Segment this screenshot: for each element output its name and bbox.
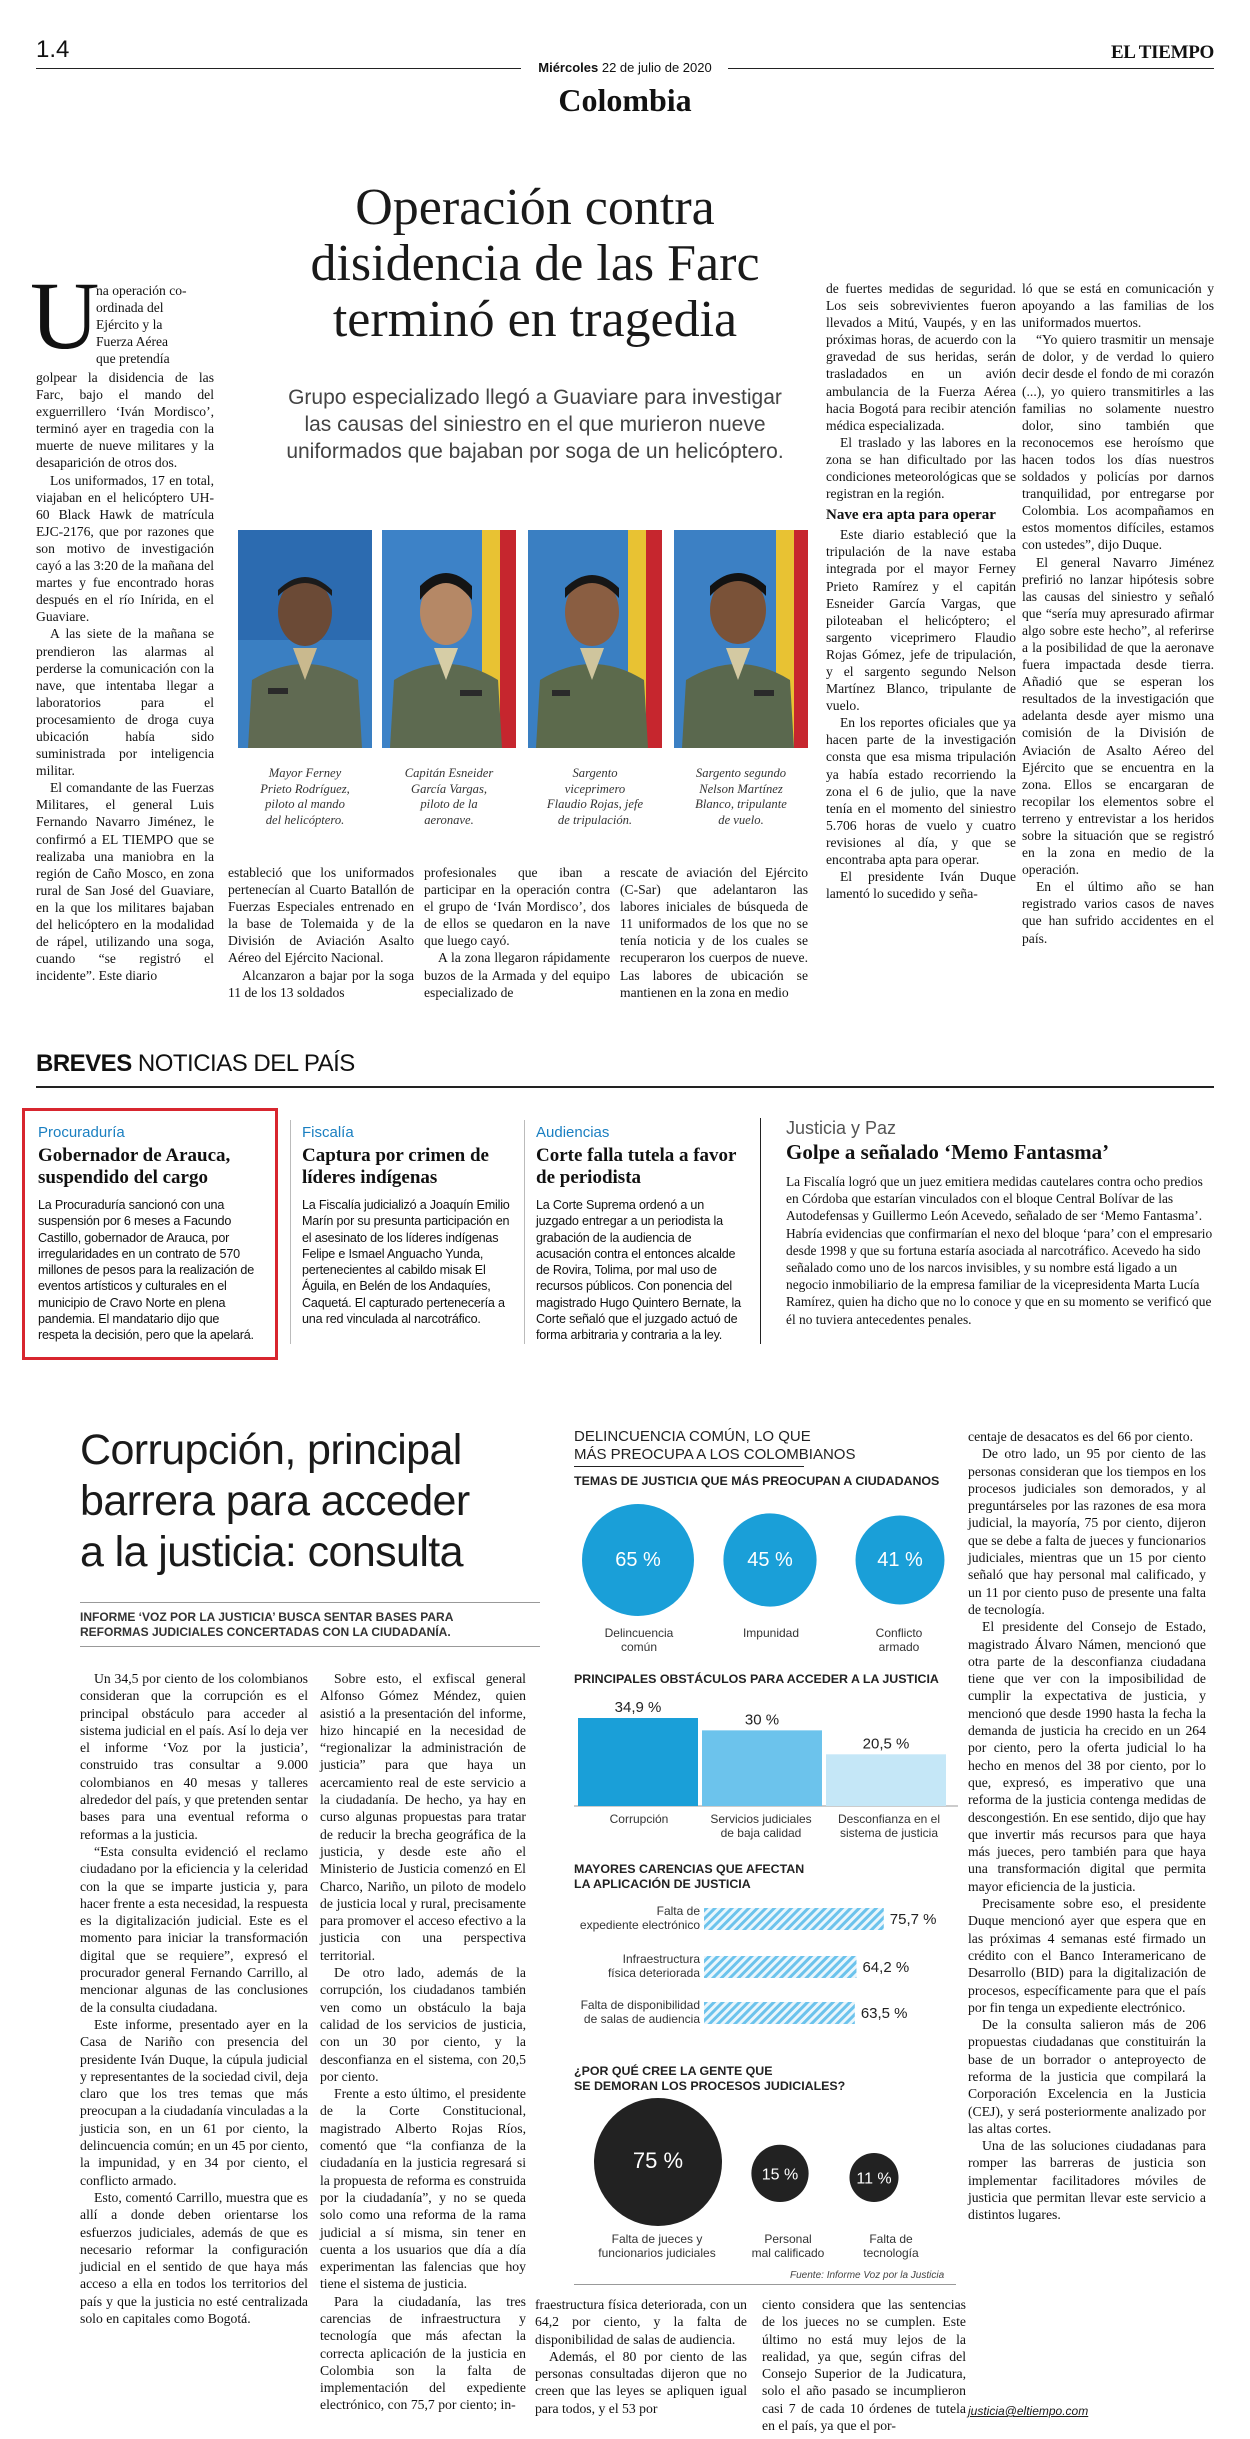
lead-headline: Operación contra disidencia de las Farc terminó en tragedia — [310, 179, 760, 348]
section-title: Colombia — [558, 82, 692, 118]
second-headline: Corrupción, principal barrera para acceder a la justicia: consulta — [80, 1426, 470, 1576]
hbar-1 — [704, 1956, 856, 1978]
infographic-title-rule — [574, 1466, 804, 1467]
lead-dropcap-lines: na operación co- ordinada del Ejército y la Fuerza Aérea que pretendía — [96, 283, 187, 367]
brief-divider — [290, 1120, 291, 1344]
caption-prieto: Mayor Ferney Prieto Rodríguez, piloto al mando del helicóptero. — [260, 766, 350, 827]
chart4-source: Fuente: Informe Voz por la Justicia — [790, 2270, 945, 2281]
chart-obstacles — [574, 1690, 958, 1810]
date-weekday: Miércoles — [538, 60, 599, 75]
brief-category: Procuraduría — [38, 1124, 125, 1141]
chart1-label-0: Delincuencia común — [604, 1626, 674, 1654]
photo-pilot-prieto — [238, 530, 372, 748]
lead-column-6: ló que se está en comunicación y apoyando a las familias de los uniformados muertos. “Yo quiero trasmitir un mensaje de dolor, y de verdad lo quiero decir desde el fondo de mi corazón (...), yo quiero transmitirles a las familias no solamente nuestro dolor, sino también que reconocemos ese heroísmo que hacen todos los días nuestros soldados y policías por darnos tranquilidad, por entregarse por Colombia. Los acompañamos en estos momentos difíciles, estamos con ustedes”, dijo Duque. El general Navarro Jiménez prefirió no lanzar hipótesis sobre las causas del siniestro y señaló que “sería muy apresurado afirmar algo sobre este hecho”, al referirse a la posibilidad de que la aeronave fuera impactada desde tierra. Añadió que se esperan los resultados de la investigación que adelanta desde ayer mismo una comisión de la División de Aviación de Asalto Aéreo del Ejército que se encuentra en la zona. Ellos se encargaran de recopilar los elementos sobre el terreno y entrevistar a los heridos sobre la situación que se registró en la zona en medio de la operación. En el último año se han registrado varios casos de naves que han sufrido accidentes en el país. — [1022, 281, 1214, 946]
brief-procuraduria — [38, 1124, 262, 1344]
caption-garcia: Capitán Esneider García Vargas, piloto de la aeronave. — [404, 766, 494, 827]
chart3-label-1: Infraestructura física deteriorada — [607, 1952, 700, 1980]
chart-delays — [574, 2090, 954, 2240]
infographic-bottom-rule — [574, 2284, 956, 2285]
bar-1 — [702, 1730, 822, 1806]
photo-pilot-garcia — [382, 530, 516, 748]
second-column-2: Sobre esto, el exfiscal general Alfonso Gómez Méndez, quien asistió a la presentación del informe, hizo hincapié en la necesidad de “regionalizar la administración de justicia” para que haya un acercamiento real de este servicio a la ciudadanía. De hecho, ya hay en curso algunas propuestas para tratar de reducir la brecha geográfica de la justicia, y desde este año el Ministerio de Justicia comenzó en El Charco, Nariño, un piloto de modelo de justicia local y rural, precisamente para promover el acceso efectivo a la justicia con una perspectiva territorial. De otro lado, además de la corrupción, los ciudadanos también ven como un obstáculo la baja calidad de los servicios de justicia, con un 30 por ciento, y la desconfianza en el sistema, con 20,5 por ciento. Frente a esto último, el presidente de la Corte Constitucional, magistrado Alberto Rojas Ríos, comentó que “la confianza de la ciudadanía en la justicia regresará si la propuesta de reforma es construida por la ciudadanía”, y no se queda solo como una reforma de la rama judicial a sí misma, sin tener en cuenta a los usuarios que día a día experimentan las falencias que hoy tiene el sistema de justicia. Para la ciudadanía, las tres carencias de infraestructura y tecnología que más afectan la correcta aplicación de la justicia en Colombia son la falta de implementación del expediente electrónico, con 75,7 por ciento; in- — [320, 1671, 526, 2413]
breves-rule — [36, 1086, 1214, 1088]
bar-label-1: 30 % — [744, 1711, 780, 1729]
bubble-label-0: 65 % — [615, 1549, 661, 1571]
bar-2 — [826, 1754, 946, 1806]
bar-label-0: 34,9 % — [614, 1699, 662, 1716]
bubble-label-2: 41 % — [877, 1549, 923, 1571]
chart2-label-1: Servicios judiciales de baja calidad — [710, 1812, 812, 1840]
lead-subhead: Nave era apta para operar — [826, 507, 996, 524]
hbar-2 — [704, 2002, 855, 2024]
masthead: EL TIEMPO — [1110, 42, 1214, 63]
chart1-label-2: Conflicto armado — [875, 1626, 923, 1654]
bar-label-2: 20,5 % — [862, 1735, 910, 1753]
lead-column-5: de fuertes medidas de seguridad. Los seis sobrevivientes fueron llevados a Mitú, Vaupés, y en las próximas horas, de acuerdo con la gravedad de sus heridas, serán trasladados en un avión ambulancia de la Fuerza Aérea hacia Bogotá para recibir atención médica especializada. El traslado y las labores en la zona se han dificultado por las condiciones meteorológicas que se registran en la región. Nave era apta para operar Este diario estableció que la tripulación de la nave estaba integrada por el mayor Ferney Prieto Ramírez y el capitán Esneider García Vargas, que piloteaban el helicóptero; el sargento viceprimero Flaudio Rojas Gómez, jefe de tripulación, y el sargento segundo Nelson Martínez Blanco, tripulante de vuelo. En los reportes oficiales que ya hacen parte de la investigación consta que esa misma tripulación ya había estado recorriendo la zona el 6 de julio, que la nave tenía en el momento del siniestro 5.706 horas de vuelo y cuatro revisiones al día, y que se encontraba apta para operar. El presidente Iván Duque lamentó lo sucedido y seña- — [826, 281, 1016, 902]
bubble-label-1: 15 % — [761, 2166, 799, 2184]
photo-sgt-martinez — [674, 530, 808, 748]
chart1-subtitle: TEMAS DE JUSTICIA QUE MÁS PREOCUPAN A CIUDADANOS — [574, 1474, 940, 1488]
page-number: 1.4 — [36, 36, 70, 63]
brief-title: Captura por crimen de líderes indígenas — [302, 1145, 489, 1188]
lead-column-4: rescate de aviación del Ejército (C-Sar) que adelantaron las labores iniciales de búsqueda de 11 uniformados de los que no se tenía noticia y de los cuales se recuperaron los cuerpos de nueve. Las labores de ubicación se mantienen en la zona en medio — [620, 865, 808, 1000]
chart4-title: ¿POR QUÉ CREE LA GENTE QUE SE DEMORAN LOS PROCESOS JUDICIALES? — [574, 2064, 846, 2093]
brief-category: Justicia y Paz — [786, 1118, 897, 1138]
second-column-4: ciento considera que las sentencias de los jueces no se cumplen. Este último no está muy lejos de la realidad, ya que, según cifras del Consejo Superior de la Judicatura, solo el año pasado se incumplieron casi 7 de cada 10 órdenes de tutela en el país, ya que el por- — [762, 2297, 966, 2434]
chart4-label-1: Personal mal calificado — [751, 2232, 825, 2260]
bubble-label-1: 45 % — [747, 1549, 793, 1571]
chart3-label-0: Falta de expediente electrónico — [579, 1904, 700, 1932]
breves-label-bold: BREVES — [36, 1050, 132, 1077]
bubble-label-0: 75 % — [632, 2148, 684, 2173]
brief-category: Audiencias — [536, 1124, 610, 1141]
drop-cap: U — [30, 262, 100, 369]
chart4-label-2: Falta de tecnología — [863, 2232, 919, 2260]
caption-rojas: Sargento viceprimero Flaudio Rojas, jefe de tripulación. — [546, 766, 644, 827]
second-deck-rule — [80, 1602, 540, 1603]
lead-column-1: golpear la disidencia de las Farc, bajo el mando del exguerrillero ‘Iván Mordisco’, terminó ayer en tragedia con la muerte de nueve militares y la desaparición de otros dos. Los uniformados, 17 en total, viajaban en el helicóptero UH-60 Black Hawk de matrícula EJC-2176, que por razones que son motivo de investigación cayó a las 3:20 de la mañana del martes y fue encontrado horas después en el río Inírida, en el Guaviare. A las siete de la mañana se prendieron las alarmas al perderse la comunicación con la nave, que intentaba llegar a laboratorios para el procesamiento de droga cuya ubicación había sido suministrada por inteligencia militar. El comandante de las Fuerzas Militares, el general Luis Fernando Navarro Jiménez, le confirmó a EL TIEMPO que se realizaba una maniobra en la región de Caño Mosco, en zona rural de San José del Guaviare, en la que los militares bajaban del helicóptero en la modalidad de rápel, utilizando una soga, cuando “se registró el incidente”. Este diario — [36, 370, 214, 984]
lead-column-3: profesionales que iban a participar en la operación contra el grupo de ‘Iván Mordisco’, dos de ellos se quedaron en la nave que luego cayó. A la zona llegaron rápidamente buzos de la Armada y del equipo especializado de — [424, 865, 610, 1000]
brief-body: La Fiscalía logró que un juez emitiera medidas cautelares contra ocho predios en Córdoba que estarían vinculados con el bloque Central Bolívar de las Autodefensas y Guillermo León Acevedo, señalado de ser ‘Memo Fantasma’. Habría evidencias que confirmarían el nexo del bloque ‘para’ con el empresario desde 1998 y que su fortuna estaría asociada al narcotráfico. Acevedo ha sido señalado como uno de los narcos invisibles, y su nombre está ligado a un negocio inmobiliario de la empresa familiar de la vicepresidenta Marta Lucía Ramírez, quien ha dicho que no lo conoce y que en su momento se verificó que él no tuviera antecedentes penales. — [786, 1174, 1213, 1327]
header-rule — [36, 68, 521, 69]
brief-body: La Corte Suprema ordenó a un juzgado entregar a un periodista la grabación de la audiencia de acusación contra el entonces alcalde de Rovira, Tolima, por mal uso de recursos públicos. Con ponencia del magistrado Hugo Quintero Bernate, la Corte señaló que el juzgado actuó de forma arbitraria y contraria a la ley. — [536, 1198, 741, 1343]
second-column-1: Un 34,5 por ciento de los colombianos consideran que la corrupción es el principal obstáculo para acceder al sistema judicial en el país. Así lo deja ver el informe ‘Voz por la justicia’, construido tras consultar a 9.000 colombianos en 40 mesas y talleres alrededor del país, y que pretenden sentar bases para una eventual reforma o reformas a la justicia. “Esta consulta evidenció el reclamo ciudadano por la eficiencia y la celeridad con la que se imparte justicia y, para hacer frente a esta necesidad, la respuesta es la digitalización judicial. Este es el momento para iniciar la transformación digital que se requiere”, expresó el procurador general Fernando Carrillo, al mencionar algunas de las conclusiones de la consulta ciudadana. Este informe, presentado ayer en la Casa de Nariño con presencia del presidente Iván Duque, la cúpula judicial y representantes de la sociedad civil, deja claro que los tres temas que más preocupan a la ciudadanía vinculadas a la justicia son, en un 61 por ciento, la delincuencia común; en un 45 por ciento, la impunidad, y en 34 por ciento, el conflicto armado. Esto, comentó Carrillo, muestra que es allí a donde deben orientarse los esfuerzos judiciales, además de que es necesario reformar la configuración judicial en el sentido de que haya más acceso a ella en todos los territorios del país y que la justicia no esté centralizada solo en capitales como Bogotá. — [80, 1671, 308, 2326]
chart3-title: MAYORES CARENCIAS QUE AFECTAN LA APLICACIÓN DE JUSTICIA — [574, 1862, 805, 1891]
brief-audiencias — [536, 1124, 746, 1344]
brief-fiscalia — [302, 1124, 518, 1327]
brief-divider — [524, 1120, 525, 1344]
hbar-label-2: 63,5 % — [860, 2005, 908, 2022]
lead-column-2: estableció que los uniformados pertenecían al Cuarto Batallón de Fuerzas Especiales entrenado en la base de Tolemaida y de la División de Aviación Asalto Aéreo del Ejército Nacional. Alcanzaron a bajar por la soga 11 de los 13 soldados — [228, 865, 414, 1000]
email-link[interactable]: justicia@eltiempo.com — [968, 2404, 1089, 2418]
chart2-label-2: Desconfianza en el sistema de justicia — [837, 1812, 941, 1840]
chart-shortcomings — [704, 1900, 960, 2040]
brief-divider — [760, 1118, 761, 1344]
date-text: 22 de julio de 2020 — [601, 60, 712, 75]
hbar-label-1: 64,2 % — [862, 1959, 910, 1976]
hbar-label-0: 75,7 % — [889, 1911, 937, 1928]
chart-concerns — [574, 1490, 954, 1686]
hbar-0 — [704, 1908, 884, 1930]
bar-0 — [578, 1718, 698, 1806]
breves-label — [36, 1050, 355, 1078]
brief-body: La Procuraduría sancionó con una suspensión por 6 meses a Facundo Castillo, gobernador de Arauca, por irregularidades en un contrato de 570 millones de pesos para la realización de eventos artísticos y culturales en el municipio de Cravo Norte en plena pandemia. El mandatario dijo que respeta la decisión, pero que la apelará. — [38, 1198, 255, 1343]
header-rule-right — [728, 68, 1214, 69]
infographic-title: DELINCUENCIA COMÚN, LO QUE MÁS PREOCUPA A LOS COLOMBIANOS — [574, 1428, 856, 1463]
brief-justicia-paz — [786, 1118, 1214, 1328]
chart1-label-1: Impunidad — [742, 1626, 800, 1640]
brief-category: Fiscalía — [302, 1124, 354, 1141]
lead-deck: Grupo especializado llegó a Guaviare para investigar las causas del siniestro en el que murieron nueve uniformados que bajaban por soga de un helicóptero. — [286, 386, 784, 463]
second-column-3: fraestructura física deteriorada, con un 64,2 por ciento, y la falta de disponibilidad de salas de audiencia. Además, el 80 por ciento de las personas consultadas dijeron que no creen que las leyes se apliquen igual para todos, y el 53 por — [535, 2297, 747, 2416]
brief-title: Golpe a señalado ‘Memo Fantasma’ — [786, 1140, 1110, 1164]
chart2-label-0: Corrupción — [609, 1812, 669, 1826]
second-deck-rule-bottom — [80, 1646, 540, 1647]
breves-label-rest: NOTICIAS DEL PAÍS — [137, 1050, 355, 1077]
second-deck: INFORME ‘VOZ POR LA JUSTICIA’ BUSCA SENTAR BASES PARA REFORMAS JUDICIALES CONCERTADAS CON LA CIUDADANÍA. — [80, 1610, 454, 1639]
chart2-title: PRINCIPALES OBSTÁCULOS PARA ACCEDER A LA JUSTICIA — [574, 1672, 939, 1686]
chart3-label-2: Falta de disponibilidad de salas de audiencia — [580, 1998, 700, 2026]
bubble-label-2: 11 % — [856, 2170, 892, 2188]
brief-title: Gobernador de Arauca, suspendido del cargo — [38, 1145, 231, 1188]
photo-sgt-rojas — [528, 530, 662, 748]
second-column-5: centaje de desacatos es del 66 por ciento. De otro lado, un 95 por ciento de las personas consideran que los tiempos en los procesos judiciales son demorados, y al preguntárseles por las razones de esa mora judicial, la mayoría, 75 por ciento, dijeron que se debe a falta de jueces y funcionarios judiciales, mientras que un 15 por ciento señaló que hay personal mal calificado, y un 11 por ciento puso de presente una falta de tecnología. El presidente del Consejo de Estado, magistrado Álvaro Námen, mencionó que otra parte de la desconfianza ciudadana tiene que ver con la imposibilidad de cumplir la expectativa de justicia, y mencionó que desde 1990 hasta la fecha la demanda de justicia ha crecido en un 264 por ciento, pero la oferta judicial lo ha hecho en menos del 38 por ciento, por lo que, expresó, es imperativo que una reforma de la justicia contenga medidas de descongestión. En ese sentido, dijo que hay que invertir más recursos para que haya más jueces, pero también para que haya una transformación digital que permita mayor eficiencia de la justicia. Precisamente sobre eso, el presidente Duque mencionó ayer que espera que en las próximas 4 semanas esté firmado un crédito con el Banco Interamericano de Desarrollo (BID) para la digitalización de procesos, específicamente para que el país por fin tenga un expediente electrónico. De la consulta salieron más de 206 propuestas ciudadanas que constituirán la base de un borrador o anteproyecto de reforma de la justicia que compilará la Corporación Excelencia en la Justicia (CEJ), y será posteriormente analizado por las altas cortes. Una de las soluciones ciudadanas para romper las barreras de justicia son implementar facilitadores móviles de justicia que permitan llevar este servicio a distintos lugares. — [968, 1429, 1206, 2223]
caption-martinez: Sargento segundo Nelson Martínez Blanco, tripulante de vuelo. — [695, 766, 787, 827]
brief-body: La Fiscalía judicializó a Joaquín Emilio Marín por su presunta participación en el asesinato de los líderes indígenas Felipe e Ismael Anguacho Yunda, pertenecientes al cabildo misak El Águila, en Belén de los Andaquíes, Caquetá. El capturado pertenecería a una red vinculada al narcotráfico. — [302, 1198, 510, 1327]
brief-title: Corte falla tutela a favor de periodista — [536, 1145, 737, 1188]
chart4-label-0: Falta de jueces y funcionarios judiciales — [598, 2232, 716, 2260]
